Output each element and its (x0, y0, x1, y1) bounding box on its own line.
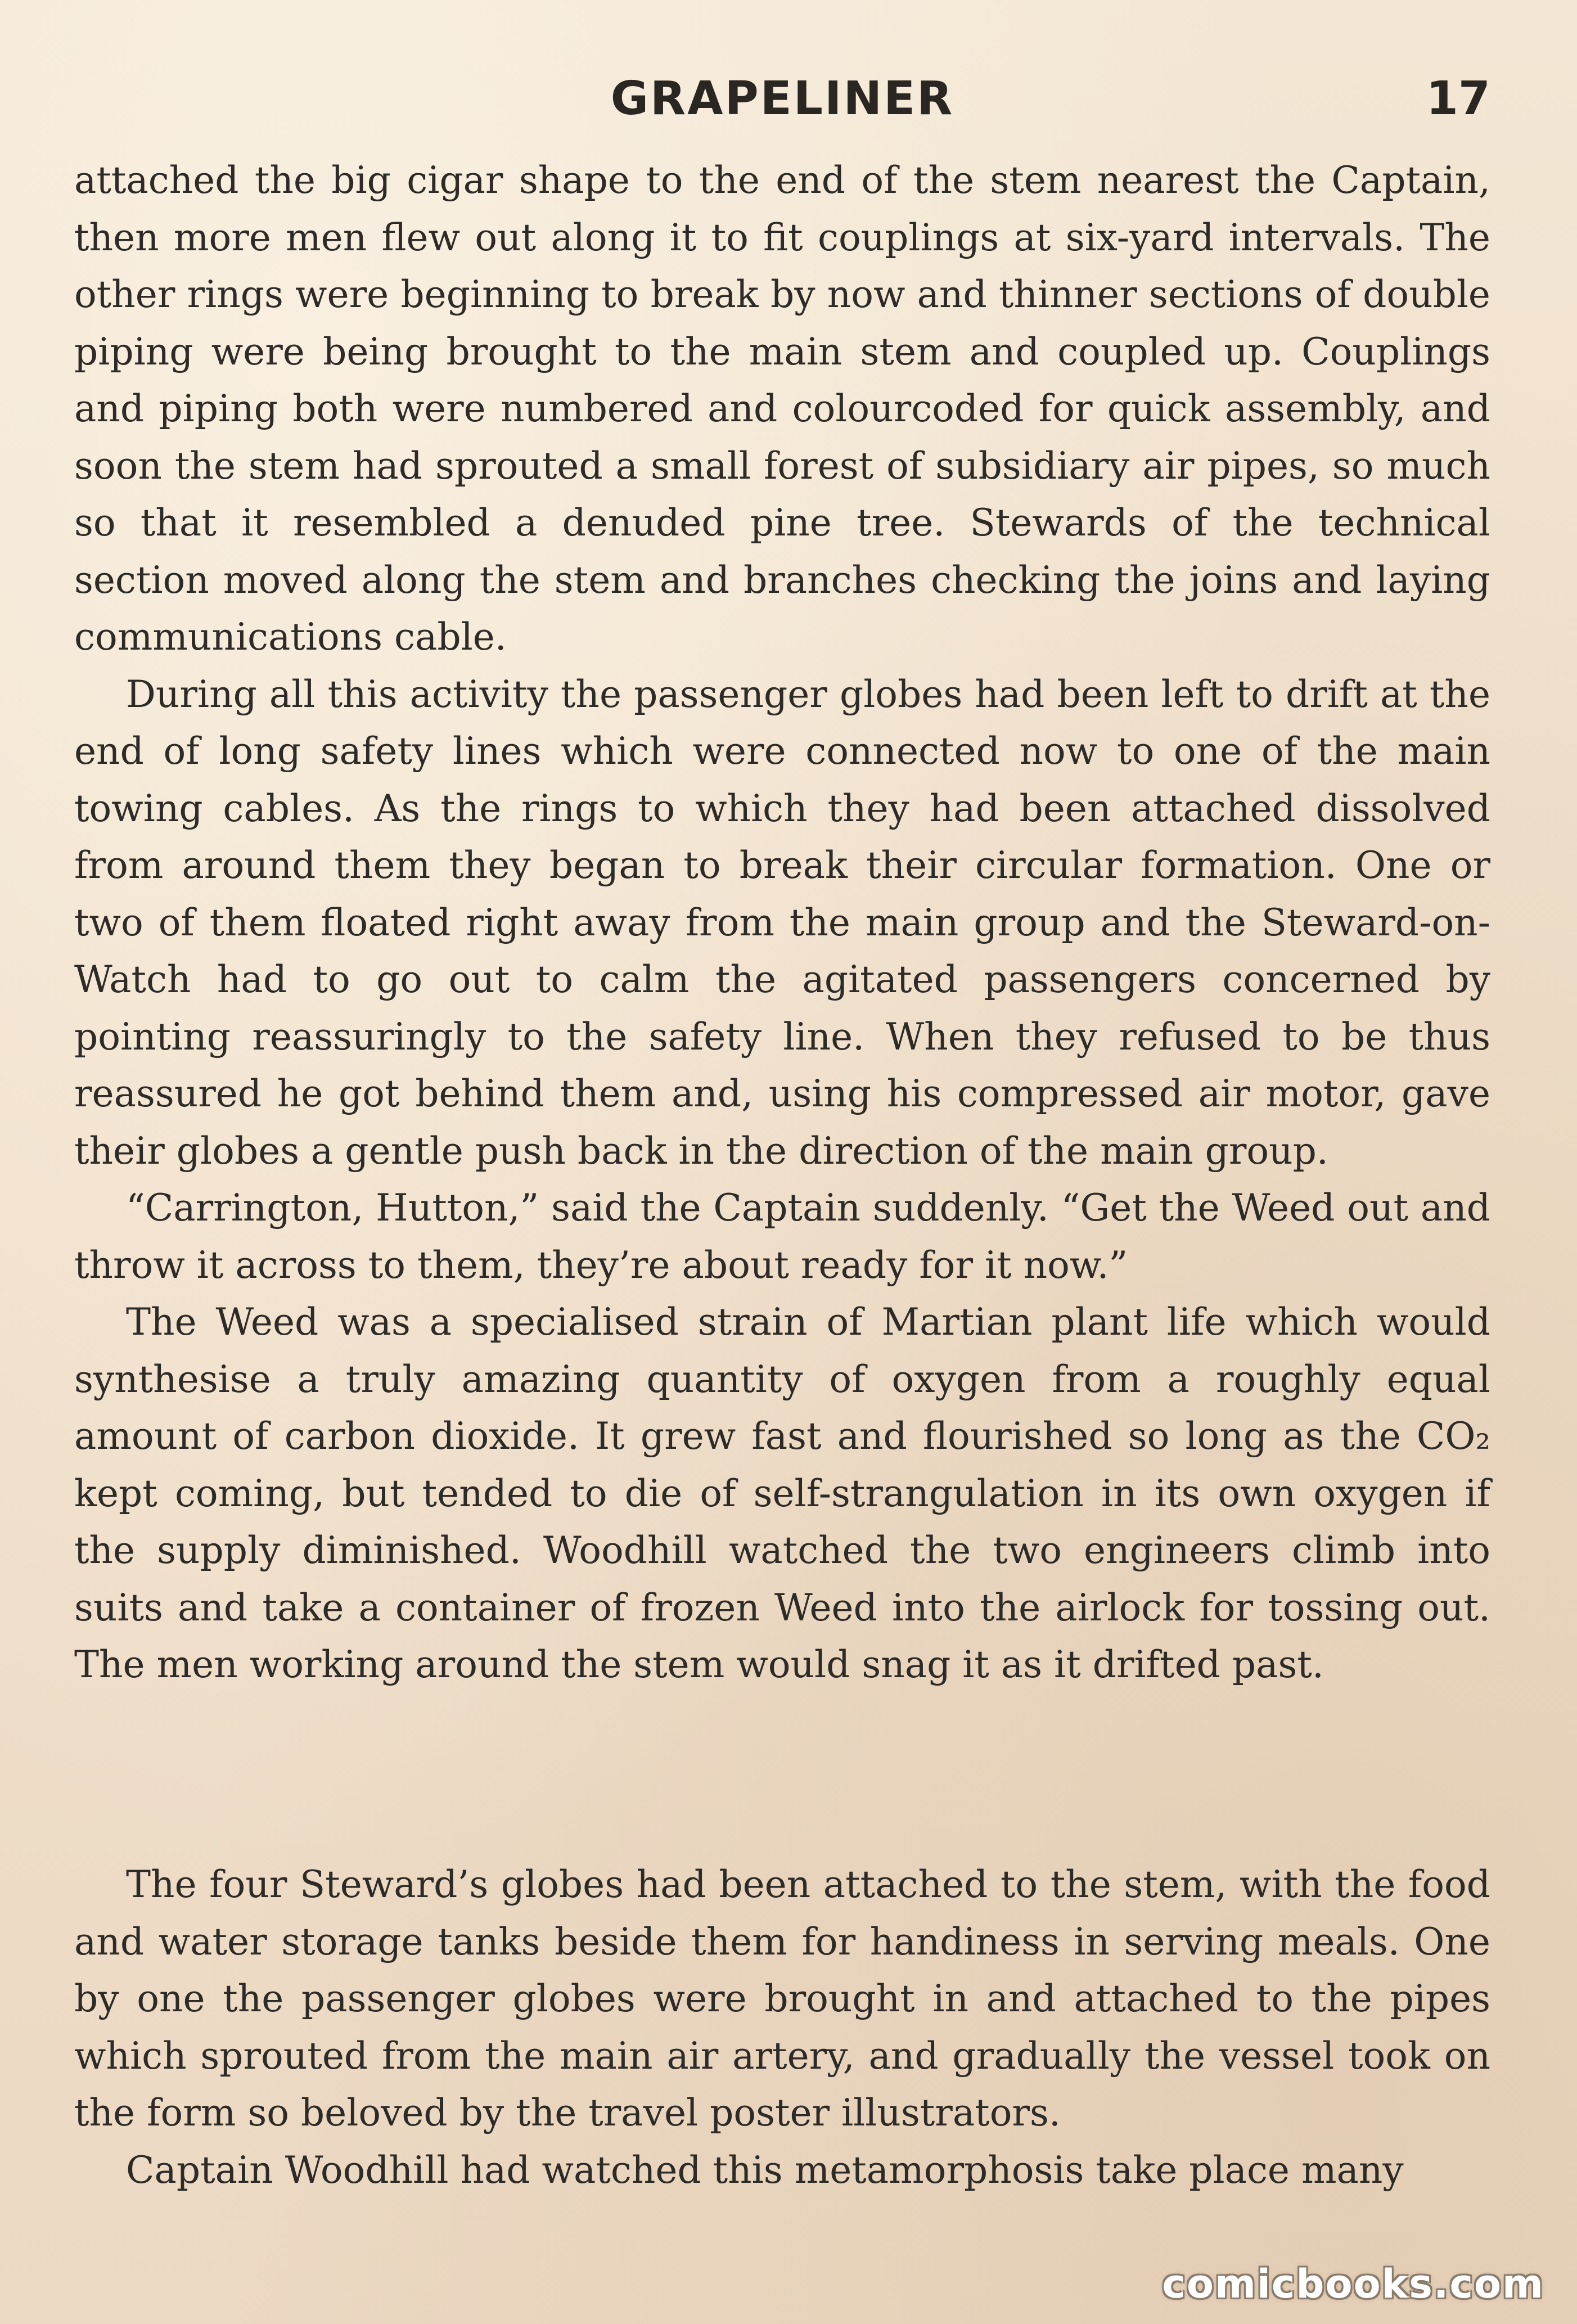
page-number: 17 (1426, 72, 1490, 125)
paragraph: attached the big cigar shape to the end of the stem nearest the Captain, then more men flew out along it to fit couplings at six-yard intervals. The other rings were beginning to break by now and thinner sections of double piping were being brought to the main stem and coupled up. Couplings and piping both were numbered and colourcoded for quick assembly, and soon the stem had sprouted a small forest of subsidiary air pipes, so much so that it resembled a denuded pine tree. Stewards of the technical section moved along the stem and branches checking the joins and laying communications cable. (74, 159, 1490, 659)
paragraph: During all this activity the passenger globes had been left to drift at the end of long safety lines which were connected now to one of the main towing cables. As the rings to which they had been attached dissolved from around them they began to break their circular formation. One or two of them floated right away from the main group and the Steward-on-Watch had to go out to calm the agitated passengers concerned by pointing reassuringly to the safety line. When they refused to be thus reassured he got behind them and, using his compressed air motor, gave their globes a gentle push back in the direction of the main group. (74, 672, 1490, 1173)
watermark: comicbooks.com (1162, 2261, 1544, 2307)
paragraph: The Weed was a specialised strain of Martian plant life which would synthesise a truly amazing quantity of oxygen from a roughly equal amount of carbon dioxide. It grew fast and flourished so long as the CO₂ kept coming, but tended to die of self-strangulation in its own oxygen if the supply diminished. Woodhill watched the two engineers climb into suits and take a container of frozen Weed into the airlock for tossing out. The men working around the stem would snag it as it drifted past. (74, 1300, 1490, 1686)
running-title: GRAPELINER (610, 72, 954, 125)
running-header (74, 72, 1490, 134)
body-text-section-1 (74, 152, 1490, 1694)
body-text-section-2 (74, 1856, 1490, 2199)
paragraph: The four Steward’s globes had been attached to the stem, with the food and water storage tanks beside them for handiness in serving meals. One by one the passenger globes were brought in and attached to the pipes which sprouted from the main air artery, and gradually the vessel took on the form so beloved by the travel poster illustrators. (74, 1863, 1490, 2134)
paragraph: Captain Woodhill had watched this metamorphosis take place many (126, 2148, 1404, 2192)
paragraph: “Carrington, Hutton,” said the Captain suddenly. “Get the Weed out and throw it across to them, they’re about ready for it now.” (74, 1186, 1490, 1287)
